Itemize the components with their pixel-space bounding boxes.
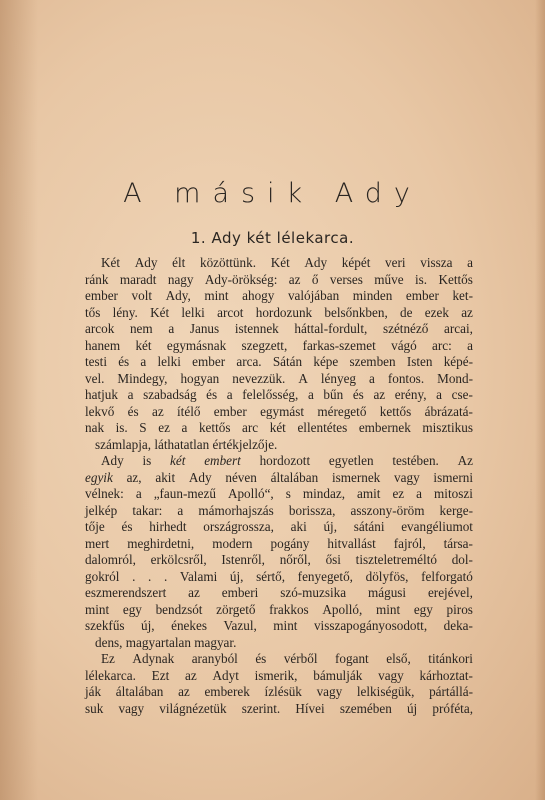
text-line: lélekarca. Ezt az Adyt ismerik, bámulják vagy kárhoztat-: [85, 667, 473, 683]
text-line: ránk maradt nagy Ady-örökség: az ő verses műve is. Kettős: [85, 271, 473, 287]
text-line: tője és hirhedt országrossza, aki új, sátáni evangéliumot: [85, 519, 473, 534]
text-line: vélnek: a „faun-mezű Apolló“, s mindaz, amit ez a mitoszi: [85, 486, 473, 501]
text-line: tős lény. Két lelki arcot hordozunk belsőnkben, de ezek az: [85, 304, 473, 320]
section-subtitle: 1. Ady két lélekarca.: [190, 229, 355, 247]
text-line: vel. Mindegy, hogyan nevezzük. A lényeg a fontos. Mond-: [85, 370, 473, 386]
text-line: hanem két egymásnak szegzett, farkas-szemet vágó arc: a: [85, 337, 473, 353]
text-line: Két Ady élt közöttünk. Két Ady képét veri vissza a: [101, 255, 473, 270]
text-line: testi és a lelki ember arca. Sátán képe szemben Isten képé-: [85, 354, 473, 369]
chapter-title: A másik Ady: [123, 178, 422, 209]
text-line: számlapja, láthatatlan értékjelzője.: [95, 436, 278, 452]
text-line: suk vagy világnézetük szerint. Hívei szemében új próféta,: [85, 700, 473, 716]
text-line: jelkép takar: a mámorhajszás borissza, asszony-öröm kerge-: [85, 502, 473, 518]
text-line: nak is. S ez a kettős arc két ellentétes embernek misztikus: [85, 420, 473, 435]
text-line: hatjuk a szabadság és a felelősség, a bűn és az erény, a cse-: [85, 387, 473, 402]
text-line: ják általában az emberek ízlésük vagy lelkiségük, pártállá-: [85, 684, 473, 699]
text-line: mert meghirdetni, modern pogány hitvallást fajról, társa-: [85, 535, 473, 551]
text-line: Ady is két embert hordozott egyetlen testében. Az: [101, 453, 473, 468]
text-line: arcok nem a Janus istennek háttal-fordult, szétnéző arcai,: [85, 321, 473, 336]
text-line: ember volt Ady, mint ahogy valójában minden ember ket-: [85, 288, 473, 303]
text-line: dalomról, erkölcsről, Istenről, nőről, ősi tiszteletreméltó dol-: [85, 552, 473, 567]
text-line: mint egy bendzsót zörgető frakkos Apolló, mint egy piros: [85, 601, 473, 617]
text-line: lekvő és az ítélő ember egymást méregető kettős ábrázatá-: [85, 403, 473, 419]
text-line: eszmerendszert az emberi szó-muzsika mágusi erejével,: [85, 585, 473, 600]
text-line: szekfűs új, énekes Vazul, mint visszapogányosodott, deka-: [85, 618, 473, 633]
text-line: egyik az, akit Ady néven általában ismernek vagy ismerni: [85, 469, 473, 485]
text-line: Ez Adynak aranyból és vérből fogant első, titánkori: [101, 651, 473, 666]
text-line: dens, magyartalan magyar.: [95, 634, 237, 650]
text-line: gokról . . . Valami új, sértő, fenyegető, dölyfös, felforgató: [85, 568, 473, 584]
body-text: [85, 255, 473, 717]
